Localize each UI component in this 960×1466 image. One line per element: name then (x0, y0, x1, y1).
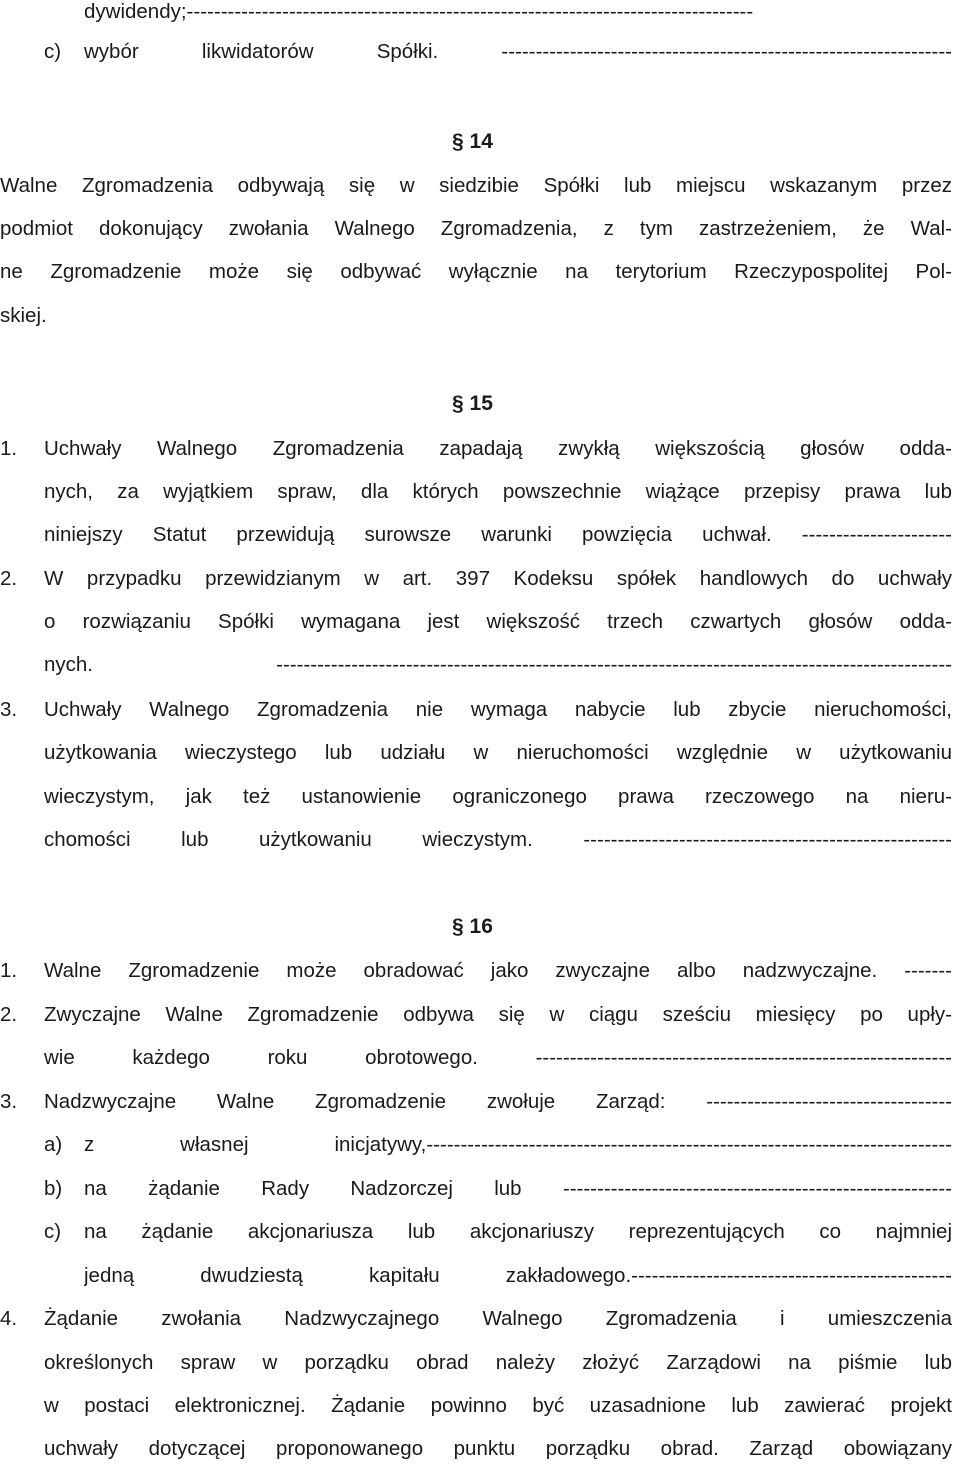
text-line: Zwyczajne Walne Zgromadzenie odbywa się w ciągu sześciu miesięcy po upły- (44, 1003, 952, 1026)
section-heading-15: § 15 (452, 392, 493, 415)
text-line: określonych spraw w porządku obrad należy złożyć Zarządowi na piśmie lub (44, 1351, 952, 1374)
text-line: wie każdego roku obrotowego. ------------------------------------------------------------- (44, 1046, 952, 1069)
paragraph-number: 3. (0, 698, 18, 721)
text-line: na żądanie Rady Nadzorczej lub --------------------------------------------------------- (84, 1177, 952, 1200)
text-line: chomości lub użytkowaniu wieczystym. ------------------------------------------------------ (44, 828, 952, 851)
paragraph-number: 1. (0, 959, 18, 982)
text-line: Uchwały Walnego Zgromadzenia zapadają zwykłą większością głosów odda- (44, 437, 952, 460)
text-line: Nadzwyczajne Walne Zgromadzenie zwołuje Zarząd: ------------------------------------ (44, 1090, 952, 1113)
text-line: niniejszy Statut przewidują surowsze warunki powzięcia uchwał. ---------------------- (44, 523, 952, 546)
text-line: w postaci elektronicznej. Żądanie powinno być uzasadnione lub zawierać projekt (44, 1394, 952, 1417)
list-label: c) (44, 40, 62, 63)
text-line: nych. --------------------------------------------------------------------------------------------------- (44, 653, 952, 676)
text-line: wieczystym, jak też ustanowienie ograniczonego prawa rzeczowego na nieru- (44, 785, 952, 808)
section-heading-14: § 14 (452, 130, 493, 153)
text-line: Walne Zgromadzenia odbywają się w siedzibie Spółki lub miejscu wskazanym przez (0, 174, 952, 197)
text-line: dywidendy;----------------------------------------------------------------------------------- (84, 0, 754, 23)
text-line: skiej. (0, 304, 47, 327)
text-line: wybór likwidatorów Spółki. ------------------------------------------------------------------ (84, 40, 952, 63)
text-line: Uchwały Walnego Zgromadzenia nie wymaga nabycie lub zbycie nieruchomości, (44, 698, 952, 721)
text-line: na żądanie akcjonariusza lub akcjonariuszy reprezentujących co najmniej (84, 1220, 952, 1243)
list-label: c) (44, 1220, 62, 1243)
text-line: podmiot dokonujący zwołania Walnego Zgromadzenia, z tym zastrzeżeniem, że Wal- (0, 217, 952, 240)
text-line: ne Zgromadzenie może się odbywać wyłącznie na terytorium Rzeczypospolitej Pol- (0, 260, 952, 283)
text-line: jedną dwudziestą kapitału zakładowego.----------------------------------------------- (84, 1264, 952, 1287)
text-line: Żądanie zwołania Nadzwyczajnego Walnego Zgromadzenia i umieszczenia (44, 1307, 952, 1330)
paragraph-number: 4. (0, 1307, 18, 1330)
text-line: o rozwiązaniu Spółki wymagana jest większość trzech czwartych głosów odda- (44, 610, 952, 633)
text-line: W przypadku przewidzianym w art. 397 Kodeksu spółek handlowych do uchwały (44, 567, 952, 590)
paragraph-number: 2. (0, 1003, 18, 1026)
section-heading-16: § 16 (452, 915, 493, 938)
paragraph-number: 3. (0, 1090, 18, 1113)
paragraph-number: 1. (0, 437, 18, 460)
list-label: a) (44, 1133, 63, 1156)
text-line: uchwały dotyczącej proponowanego punktu porządku obrad. Zarząd obowiązany (44, 1437, 952, 1460)
list-label: b) (44, 1177, 63, 1200)
paragraph-number: 2. (0, 567, 18, 590)
text-line: nych, za wyjątkiem spraw, dla których powszechnie wiążące przepisy prawa lub (44, 480, 952, 503)
text-line: użytkowania wieczystego lub udziału w nieruchomości względnie w użytkowaniu (44, 741, 952, 764)
text-line: z własnej inicjatywy,----------------------------------------------------------------------------- (84, 1133, 952, 1156)
text-line: Walne Zgromadzenie może obradować jako zwyczajne albo nadzwyczajne. ------- (44, 959, 952, 982)
